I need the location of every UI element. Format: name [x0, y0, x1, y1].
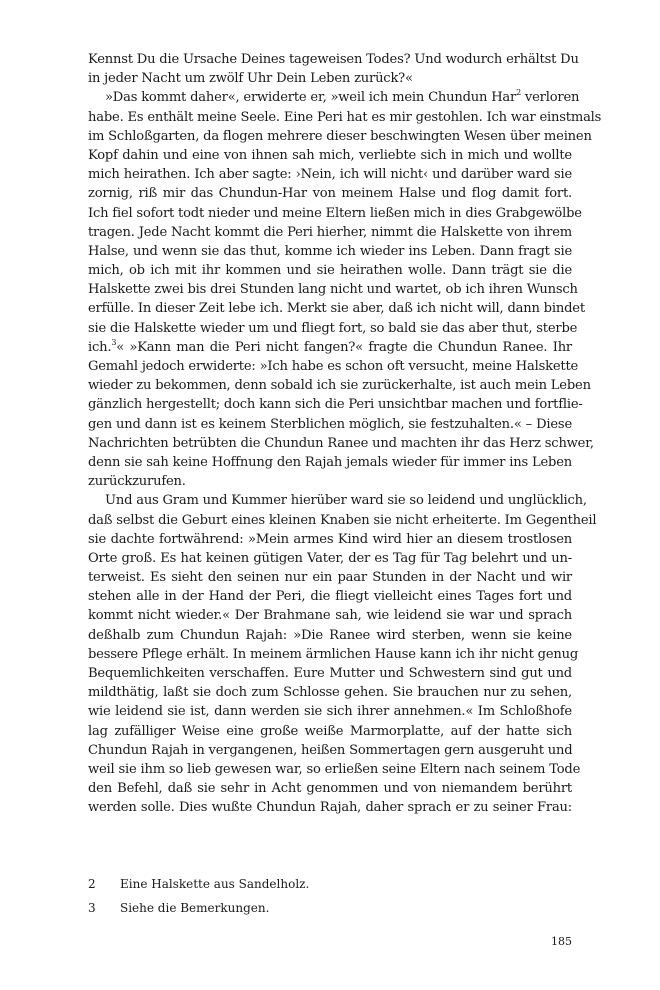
- text-line: [88, 549, 572, 568]
- footnotes: [88, 872, 572, 920]
- text-run: denn sie sah keine Hoffnung den Rajah jemals wieder für immer ins Leben: [88, 454, 572, 470]
- text-line: [88, 798, 572, 817]
- text-run: erfülle. In dieser Zeit lebe ich. Merkt sie aber, daß ich nicht will, dann bindet: [88, 301, 585, 317]
- text-run: Halskette zwei bis drei Stunden lang nicht und wartet, ob ich ihren Wunsch: [88, 282, 578, 298]
- text-run: lag zufälliger Weise eine große weiße Marmorplatte, auf der hatte sich: [88, 723, 572, 739]
- text-run: sie die Halskette wieder um und fliegt fort, so bald sie das aber thut, sterbe: [88, 320, 578, 336]
- text-run: Nachrichten betrübten die Chundun Ranee und machten ihr das Herz schwer,: [88, 435, 594, 451]
- text-line: [88, 261, 572, 280]
- text-run: stehen alle in der Hand der Peri, die fliegt vielleicht eines Tages fort und: [88, 589, 572, 605]
- text-run: tragen. Jede Nacht kommt die Peri hierher, nimmt die Halskette von ihrem: [88, 224, 572, 240]
- text-line: [88, 779, 572, 798]
- text-line: [88, 146, 572, 165]
- text-line: [88, 683, 572, 702]
- text-run: daß selbst die Geburt eines kleinen Knaben sie nicht erheiterte. Im Gegentheil: [88, 512, 597, 528]
- text-run: Ich fiel sofort todt nieder und meine Eltern ließen mich in dies Grabgewölbe: [88, 205, 582, 221]
- text-run: zurückzurufen.: [88, 474, 186, 490]
- text-line: [88, 472, 572, 491]
- footnote-ref: 3: [111, 337, 117, 347]
- text-run: gänzlich hergestellt; doch kann sich die Peri unsichtbar machen und fortflie-: [88, 397, 583, 413]
- footnote-text: Siehe die Bemerkungen.: [120, 901, 270, 915]
- text-line: [88, 760, 581, 779]
- text-run: mich heirathen. Ich aber sagte: ›Nein, ich will nicht‹ und darüber ward sie: [88, 167, 572, 183]
- text-run: bessere Pflege erhält. In meinem ärmlichen Hause kann ich ihr nicht genug: [88, 646, 579, 662]
- text-line: [88, 722, 572, 741]
- text-line: [88, 280, 578, 299]
- text-line: [88, 741, 572, 760]
- footnote-ref: 2: [516, 88, 521, 98]
- text-run: Orte groß. Es hat keinen gütigen Vater, der es Tag für Tag belehrt und un-: [88, 550, 572, 566]
- footnote-number: 2: [88, 877, 96, 891]
- text-line: [88, 69, 572, 88]
- text-run: sie dachte fortwährend: »Mein armes Kind wird hier an diesem trostlosen: [88, 531, 572, 547]
- page-number: 185: [551, 935, 572, 948]
- text-run: ich.: [88, 339, 112, 355]
- text-line: [88, 50, 579, 69]
- footnote: [88, 872, 572, 896]
- text-line: [88, 453, 572, 472]
- text-run: werden solle. Dies wußte Chundun Rajah, daher sprach er zu seiner Frau:: [88, 800, 572, 816]
- text-run: Kennst Du die Ursache Deines tageweisen Todes? Und wodurch erhältst Du: [88, 52, 579, 67]
- text-line: [88, 165, 572, 184]
- text-line: [88, 357, 579, 376]
- text-line: [88, 395, 583, 414]
- text-run: im Schloßgarten, da flogen mehrere dieser beschwingten Wesen über meinen: [88, 128, 592, 144]
- text-run: Halse, und wenn sie das thut, komme ich wieder ins Leben. Dann fragt sie: [88, 243, 572, 259]
- text-run: mich, ob ich mit ihr kommen und sie heirathen wolle. Dann trägt sie die: [88, 263, 572, 279]
- text-run: den Befehl, daß sie sehr in Acht genommen und von niemandem berührt: [88, 781, 572, 797]
- text-line: [88, 127, 592, 146]
- text-run: »Das kommt daher«, erwiderte er, »weil ich mein Chundun Har: [105, 90, 517, 106]
- text-line: [88, 664, 572, 683]
- text-run: Chundun Rajah in vergangenen, heißen Sommertagen gern ausgeruht und: [88, 742, 573, 758]
- text-line: [88, 88, 580, 107]
- text-run: zornig, riß mir das Chundun-Har von meinem Halse und flog damit fort.: [88, 186, 572, 202]
- text-line: [88, 587, 572, 606]
- text-line: [88, 376, 591, 395]
- text-run: Und aus Gram und Kummer hierüber ward sie so leidend und unglücklich,: [105, 493, 587, 509]
- text-run: in jeder Nacht um zwölf Uhr Dein Leben zurück?«: [88, 71, 413, 87]
- text-run: verloren: [520, 90, 580, 106]
- text-run: mildthätig, laßt sie doch zum Schlosse gehen. Sie brauchen nur zu sehen,: [88, 685, 572, 701]
- text-line: [88, 491, 587, 510]
- text-run: terweist. Es sieht den seinen nur ein paar Stunden in der Nacht und wir: [88, 570, 572, 586]
- text-line: [88, 204, 582, 223]
- text-line: [88, 108, 602, 127]
- text-line: [88, 434, 594, 453]
- text-line: [88, 338, 572, 357]
- text-run: kommt nicht wieder.« Der Brahmane sah, wie leidend sie war und sprach: [88, 608, 572, 624]
- text-line: [88, 645, 579, 664]
- footnote-number: 3: [88, 901, 96, 915]
- text-line: [88, 530, 572, 549]
- text-run: gen und dann ist es keinem Sterblichen möglich, sie festzuhalten.« – Diese: [88, 416, 572, 432]
- footnote-text: Eine Halskette aus Sandelholz.: [120, 877, 310, 891]
- text-line: [88, 702, 572, 721]
- text-run: wieder zu bekommen, denn sobald ich sie zurückerhalte, ist auch mein Leben: [88, 378, 591, 394]
- text-run: Bequemlichkeiten verschaffen. Eure Mutter und Schwestern sind gut und: [88, 666, 572, 681]
- text-run: « »Kann man die Peri nicht fangen?« fragte die Chundun Ranee. Ihr: [116, 339, 572, 355]
- text-line: [88, 511, 597, 530]
- text-run: weil sie ihm so lieb gewesen war, so erließen seine Eltern nach seinem Tode: [88, 761, 581, 777]
- body-text: [88, 50, 602, 818]
- text-line: [88, 568, 572, 587]
- text-line: [88, 299, 585, 318]
- text-run: habe. Es enthält meine Seele. Eine Peri hat es mir gestohlen. Ich war einstmals: [88, 109, 602, 125]
- text-line: [88, 184, 572, 203]
- text-run: Gemahl jedoch erwiderte: »Ich habe es schon oft versucht, meine Halskette: [88, 359, 579, 374]
- text-run: deßhalb zum Chundun Rajah: »Die Ranee wird sterben, wenn sie keine: [88, 627, 572, 643]
- footnote: [88, 896, 572, 920]
- text-line: [88, 319, 578, 338]
- text-line: [88, 626, 572, 645]
- text-line: [88, 242, 572, 261]
- text-line: [88, 606, 572, 625]
- text-line: [88, 223, 572, 242]
- text-line: [88, 415, 572, 434]
- text-run: wie leidend sie ist, dann werden sie sich ihrer annehmen.« Im Schloßhofe: [88, 704, 572, 720]
- text-run: Kopf dahin und eine von ihnen sah mich, verliebte sich in mich und wollte: [88, 147, 572, 163]
